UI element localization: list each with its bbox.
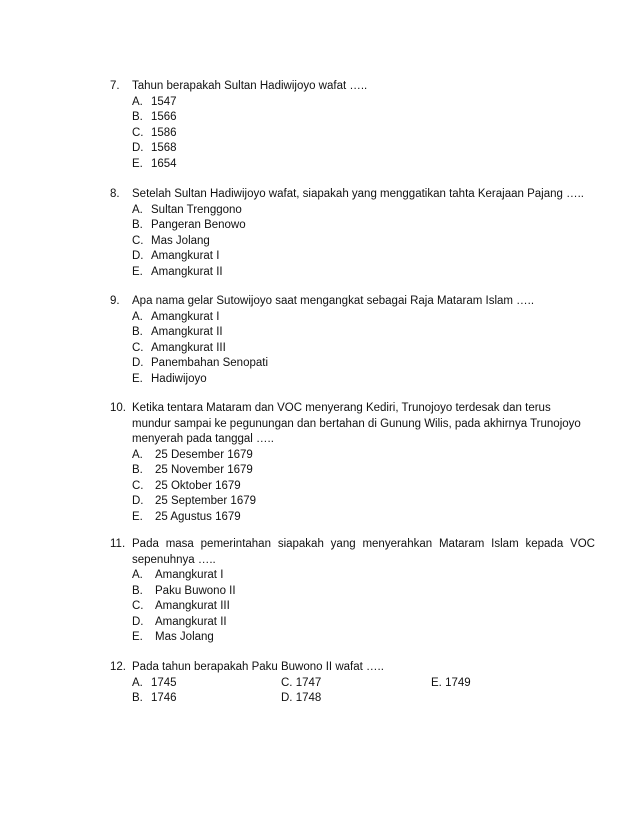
question-stem (110, 79, 595, 95)
option-letter: C. (281, 676, 293, 689)
question-10 (110, 401, 595, 525)
option-text: 1748 (295, 692, 322, 704)
option-text: Amangkurat I (151, 310, 220, 323)
option-text: Mas Jolang (151, 234, 210, 247)
option-letter: A. (132, 676, 143, 689)
option-c (110, 599, 595, 615)
option-a (110, 568, 595, 584)
question-text: Setelah Sultan Hadiwijoyo wafat, siapakah yang menggatikan tahta Kerajaan Pajang ….. (132, 188, 584, 200)
question-number: 9. (110, 295, 120, 307)
option-letter: B. (132, 219, 143, 231)
question-stem (110, 660, 595, 676)
question-stem (110, 537, 595, 553)
option-letter: C. (132, 234, 144, 247)
question-9 (110, 294, 595, 387)
option-letter: D. (132, 495, 144, 507)
question-text-continued: menyerah pada tanggal ….. (132, 433, 274, 445)
option-b (132, 691, 177, 707)
option-letter: A. (132, 310, 143, 323)
option-c (110, 341, 595, 357)
option-b (110, 218, 595, 234)
option-text: 1747 (295, 676, 322, 689)
option-letter: A. (132, 448, 143, 461)
question-text: Pada masa pemerintahan siapakah yang menyerahkan Mataram Islam kepada VOC (132, 538, 595, 550)
option-text: 25 Oktober 1679 (155, 479, 241, 492)
option-text: 1749 (445, 676, 471, 689)
question-text: Apa nama gelar Sutowijoyo saat mengangkat sebagai Raja Mataram Islam ….. (132, 295, 535, 307)
question-stem (110, 294, 595, 310)
option-letter: B. (132, 584, 143, 597)
option-d (281, 691, 321, 707)
option-text: Panembahan Senopati (151, 357, 269, 369)
option-b (110, 325, 595, 341)
option-letter: C. (132, 126, 144, 139)
option-text: 25 September 1679 (155, 495, 257, 507)
option-text: Paku Buwono II (155, 584, 236, 597)
option-e (110, 265, 595, 281)
question-8 (110, 187, 595, 280)
question-11 (110, 537, 595, 646)
option-e (110, 157, 595, 173)
option-e (110, 630, 595, 646)
option-text: 1654 (151, 157, 177, 170)
option-letter: B. (132, 111, 143, 123)
option-text: Amangkurat III (155, 600, 230, 612)
option-a (110, 310, 595, 326)
option-text: 25 Desember 1679 (155, 448, 253, 461)
option-text: 1586 (151, 126, 177, 139)
option-letter: B. (132, 464, 143, 476)
option-text: 1745 (151, 676, 177, 689)
option-c (281, 676, 321, 692)
option-text: 1746 (151, 692, 177, 704)
option-text: 1568 (151, 142, 177, 154)
question-number: 7. (110, 80, 120, 92)
option-d (110, 356, 595, 372)
option-text: Amangkurat I (151, 250, 220, 262)
option-c (110, 234, 595, 250)
question-text: Pada tahun berapakah Paku Buwono II wafat ….. (132, 661, 384, 673)
option-b (110, 463, 595, 479)
option-letter: C. (132, 479, 144, 492)
question-12 (110, 660, 595, 707)
option-row-1 (110, 676, 595, 692)
option-letter: A. (132, 95, 143, 108)
option-text: Amangkurat II (151, 265, 223, 278)
option-c (110, 126, 595, 142)
question-7 (110, 79, 595, 172)
question-text: Ketika tentara Mataram dan VOC menyerang Kediri, Trunojoyo terdesak dan terus (132, 402, 551, 414)
option-b (110, 584, 595, 600)
option-text: Amangkurat II (151, 326, 223, 338)
option-letter: E. (132, 372, 143, 385)
option-letter: A. (132, 569, 143, 581)
option-text: Amangkurat III (151, 341, 226, 354)
question-number: 11. (110, 538, 126, 550)
option-e (110, 510, 595, 526)
question-text-continued: sepenuhnya ….. (132, 553, 216, 566)
option-d (110, 249, 595, 265)
option-text: Hadiwijoyo (151, 372, 207, 385)
option-letter: C. (132, 341, 144, 354)
option-letter: E. (132, 631, 143, 643)
question-number: 10. (110, 402, 126, 414)
option-text: Amangkurat I (155, 569, 224, 581)
option-d (110, 615, 595, 631)
option-letter: B. (132, 692, 143, 704)
option-d (110, 494, 595, 510)
option-e (431, 676, 471, 692)
option-text: Mas Jolang (155, 631, 214, 643)
option-text: Sultan Trenggono (151, 203, 242, 216)
option-letter: D. (132, 142, 144, 154)
option-text: 1547 (151, 95, 177, 108)
option-a (110, 448, 595, 464)
question-stem (110, 401, 595, 417)
option-text: Amangkurat II (155, 615, 227, 628)
option-a (110, 203, 595, 219)
option-text: 25 November 1679 (155, 464, 253, 476)
option-letter: E. (132, 510, 143, 523)
option-text: 1566 (151, 111, 177, 123)
question-text-continued: mundur sampai ke pegunungan dan bertahan di Gunung Wilis, pada akhirnya Trunojoyo (132, 417, 581, 430)
option-c (110, 479, 595, 495)
option-letter: A. (132, 203, 143, 216)
question-number: 8. (110, 188, 120, 200)
option-e (110, 372, 595, 388)
option-letter: B. (132, 326, 143, 338)
question-text: Tahun berapakah Sultan Hadiwijoyo wafat ….. (132, 80, 368, 92)
option-row-2 (110, 691, 595, 707)
question-stem (110, 187, 595, 203)
option-d (110, 141, 595, 157)
option-text: Pangeran Benowo (151, 219, 246, 231)
option-b (110, 110, 595, 126)
option-letter: E. (132, 157, 143, 170)
option-letter: D. (132, 615, 144, 628)
option-letter: D. (132, 357, 144, 369)
option-letter: C. (132, 600, 144, 612)
question-number: 12. (110, 661, 126, 673)
option-letter: E. (431, 676, 442, 689)
option-letter: D. (132, 250, 144, 262)
option-letter: E. (132, 265, 143, 278)
option-a (132, 676, 177, 692)
option-letter: D. (281, 692, 293, 704)
option-text: 25 Agustus 1679 (155, 510, 241, 523)
option-a (110, 95, 595, 111)
